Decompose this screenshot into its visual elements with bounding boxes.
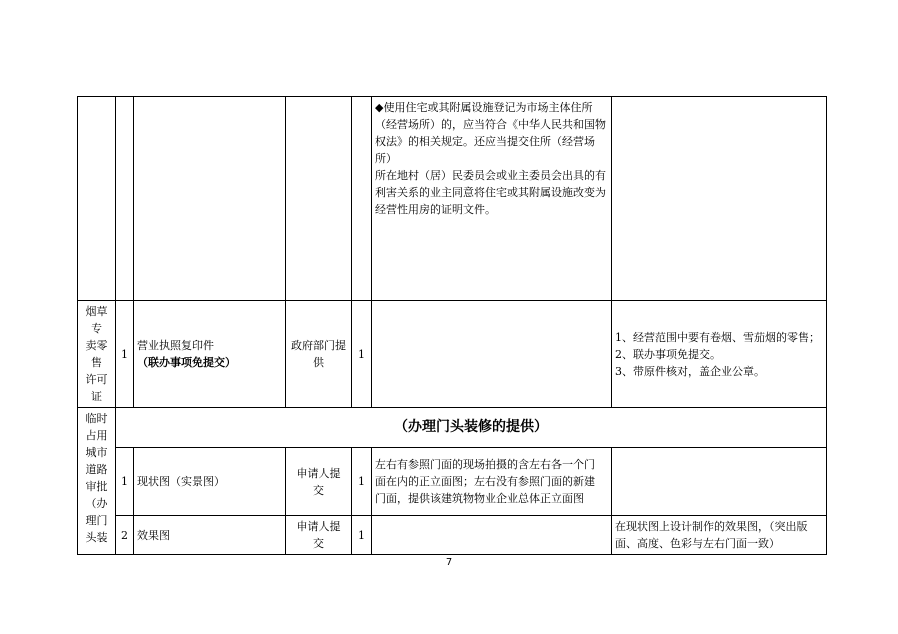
category-line: 许可证 bbox=[85, 373, 108, 403]
requirement-cell bbox=[372, 516, 612, 555]
source-cell bbox=[286, 448, 352, 516]
requirement-line: 经营性用房的证明文件。 bbox=[375, 203, 496, 216]
note-cell bbox=[612, 301, 827, 408]
note-cell bbox=[612, 448, 827, 516]
requirement-line: 门面，提供该建筑物物业企业总体正立面图 bbox=[375, 492, 584, 505]
table-row-photo bbox=[78, 448, 827, 516]
material-cell: 效果图 bbox=[134, 516, 286, 555]
note-cell bbox=[612, 516, 827, 555]
requirement-line: （经营场所）的，应当符合《中华人民共和国物 bbox=[375, 118, 606, 131]
number-cell bbox=[116, 97, 134, 301]
requirement-cell bbox=[372, 301, 612, 408]
material-name: 营业执照复印件 bbox=[137, 339, 214, 352]
category-line: 头装 bbox=[85, 531, 108, 544]
requirement-cell bbox=[372, 97, 612, 301]
table-row-section-header bbox=[78, 408, 827, 448]
material-cell bbox=[134, 301, 286, 408]
source-cell bbox=[286, 301, 352, 408]
category-line: 临时 bbox=[85, 412, 108, 425]
note-line: 1、经营范围中要有卷烟、雪茄烟的零售； bbox=[615, 330, 820, 344]
category-line: 烟草专 bbox=[85, 305, 108, 335]
source-cell bbox=[286, 97, 352, 301]
source-line: 供 bbox=[313, 356, 324, 369]
number-cell: 1 bbox=[116, 301, 134, 408]
category-line: 审批 bbox=[85, 480, 108, 493]
category-cell bbox=[78, 408, 116, 555]
count-cell: 1 bbox=[352, 448, 372, 516]
note-cell bbox=[612, 97, 827, 301]
category-line: 卖零售 bbox=[85, 339, 108, 369]
note-line: 2、联办事项免提交。 bbox=[615, 347, 721, 361]
number-cell: 1 bbox=[116, 448, 134, 516]
source-line: 交 bbox=[313, 537, 324, 550]
number-cell: 2 bbox=[116, 516, 134, 555]
note-line: 面、高度、色彩与左右门面一致） bbox=[615, 537, 780, 550]
requirement-line: 所在地村（居）民委员会或业主委员会出具的有 bbox=[375, 169, 606, 182]
source-line: 申请人提 bbox=[296, 520, 341, 533]
category-line: 城市 bbox=[85, 446, 108, 459]
category-cell bbox=[78, 97, 116, 301]
source-line: 政府部门提 bbox=[291, 339, 346, 352]
category-line: 占用 bbox=[85, 429, 108, 442]
requirement-cell bbox=[372, 448, 612, 516]
requirement-line: 权法》的相关规定。还应当提交住所（经营场所） bbox=[375, 135, 595, 165]
material-note: （联办事项免提交） bbox=[137, 356, 236, 369]
material-cell bbox=[134, 97, 286, 301]
page-number: 7 bbox=[445, 557, 453, 568]
count-cell: 1 bbox=[352, 301, 372, 408]
source-cell bbox=[286, 516, 352, 555]
table-row-tobacco bbox=[78, 301, 827, 408]
table-row-effect bbox=[78, 516, 827, 555]
category-line: （办 bbox=[85, 497, 108, 510]
source-line: 申请人提 bbox=[296, 466, 341, 480]
category-line: 理门 bbox=[85, 514, 108, 527]
requirement-line: ◆使用住宅或其附属设施登记为市场主体住所 bbox=[375, 101, 593, 114]
category-cell bbox=[78, 301, 116, 408]
section-title: （办理门头装修的提供） bbox=[116, 408, 827, 448]
requirement-line: 利害关系的业主同意将住宅或其附属设施改变为 bbox=[375, 186, 606, 199]
source-line: 交 bbox=[313, 483, 324, 497]
count-cell: 1 bbox=[352, 516, 372, 555]
note-line: 3、带原件核对，盖企业公章。 bbox=[615, 364, 765, 378]
material-cell: 现状图（实景图） bbox=[134, 448, 286, 516]
category-line: 道路 bbox=[85, 463, 108, 476]
count-cell bbox=[352, 97, 372, 301]
note-line: 在现状图上设计制作的效果图，（突出版 bbox=[615, 520, 808, 533]
requirement-line: 左右有参照门面的现场拍摄的含左右各一个门 bbox=[375, 458, 595, 471]
requirement-line: 面在内的正立面图；左右没有参照门面的新建 bbox=[375, 475, 595, 488]
materials-table bbox=[77, 96, 827, 555]
table-row-continued bbox=[78, 97, 827, 301]
